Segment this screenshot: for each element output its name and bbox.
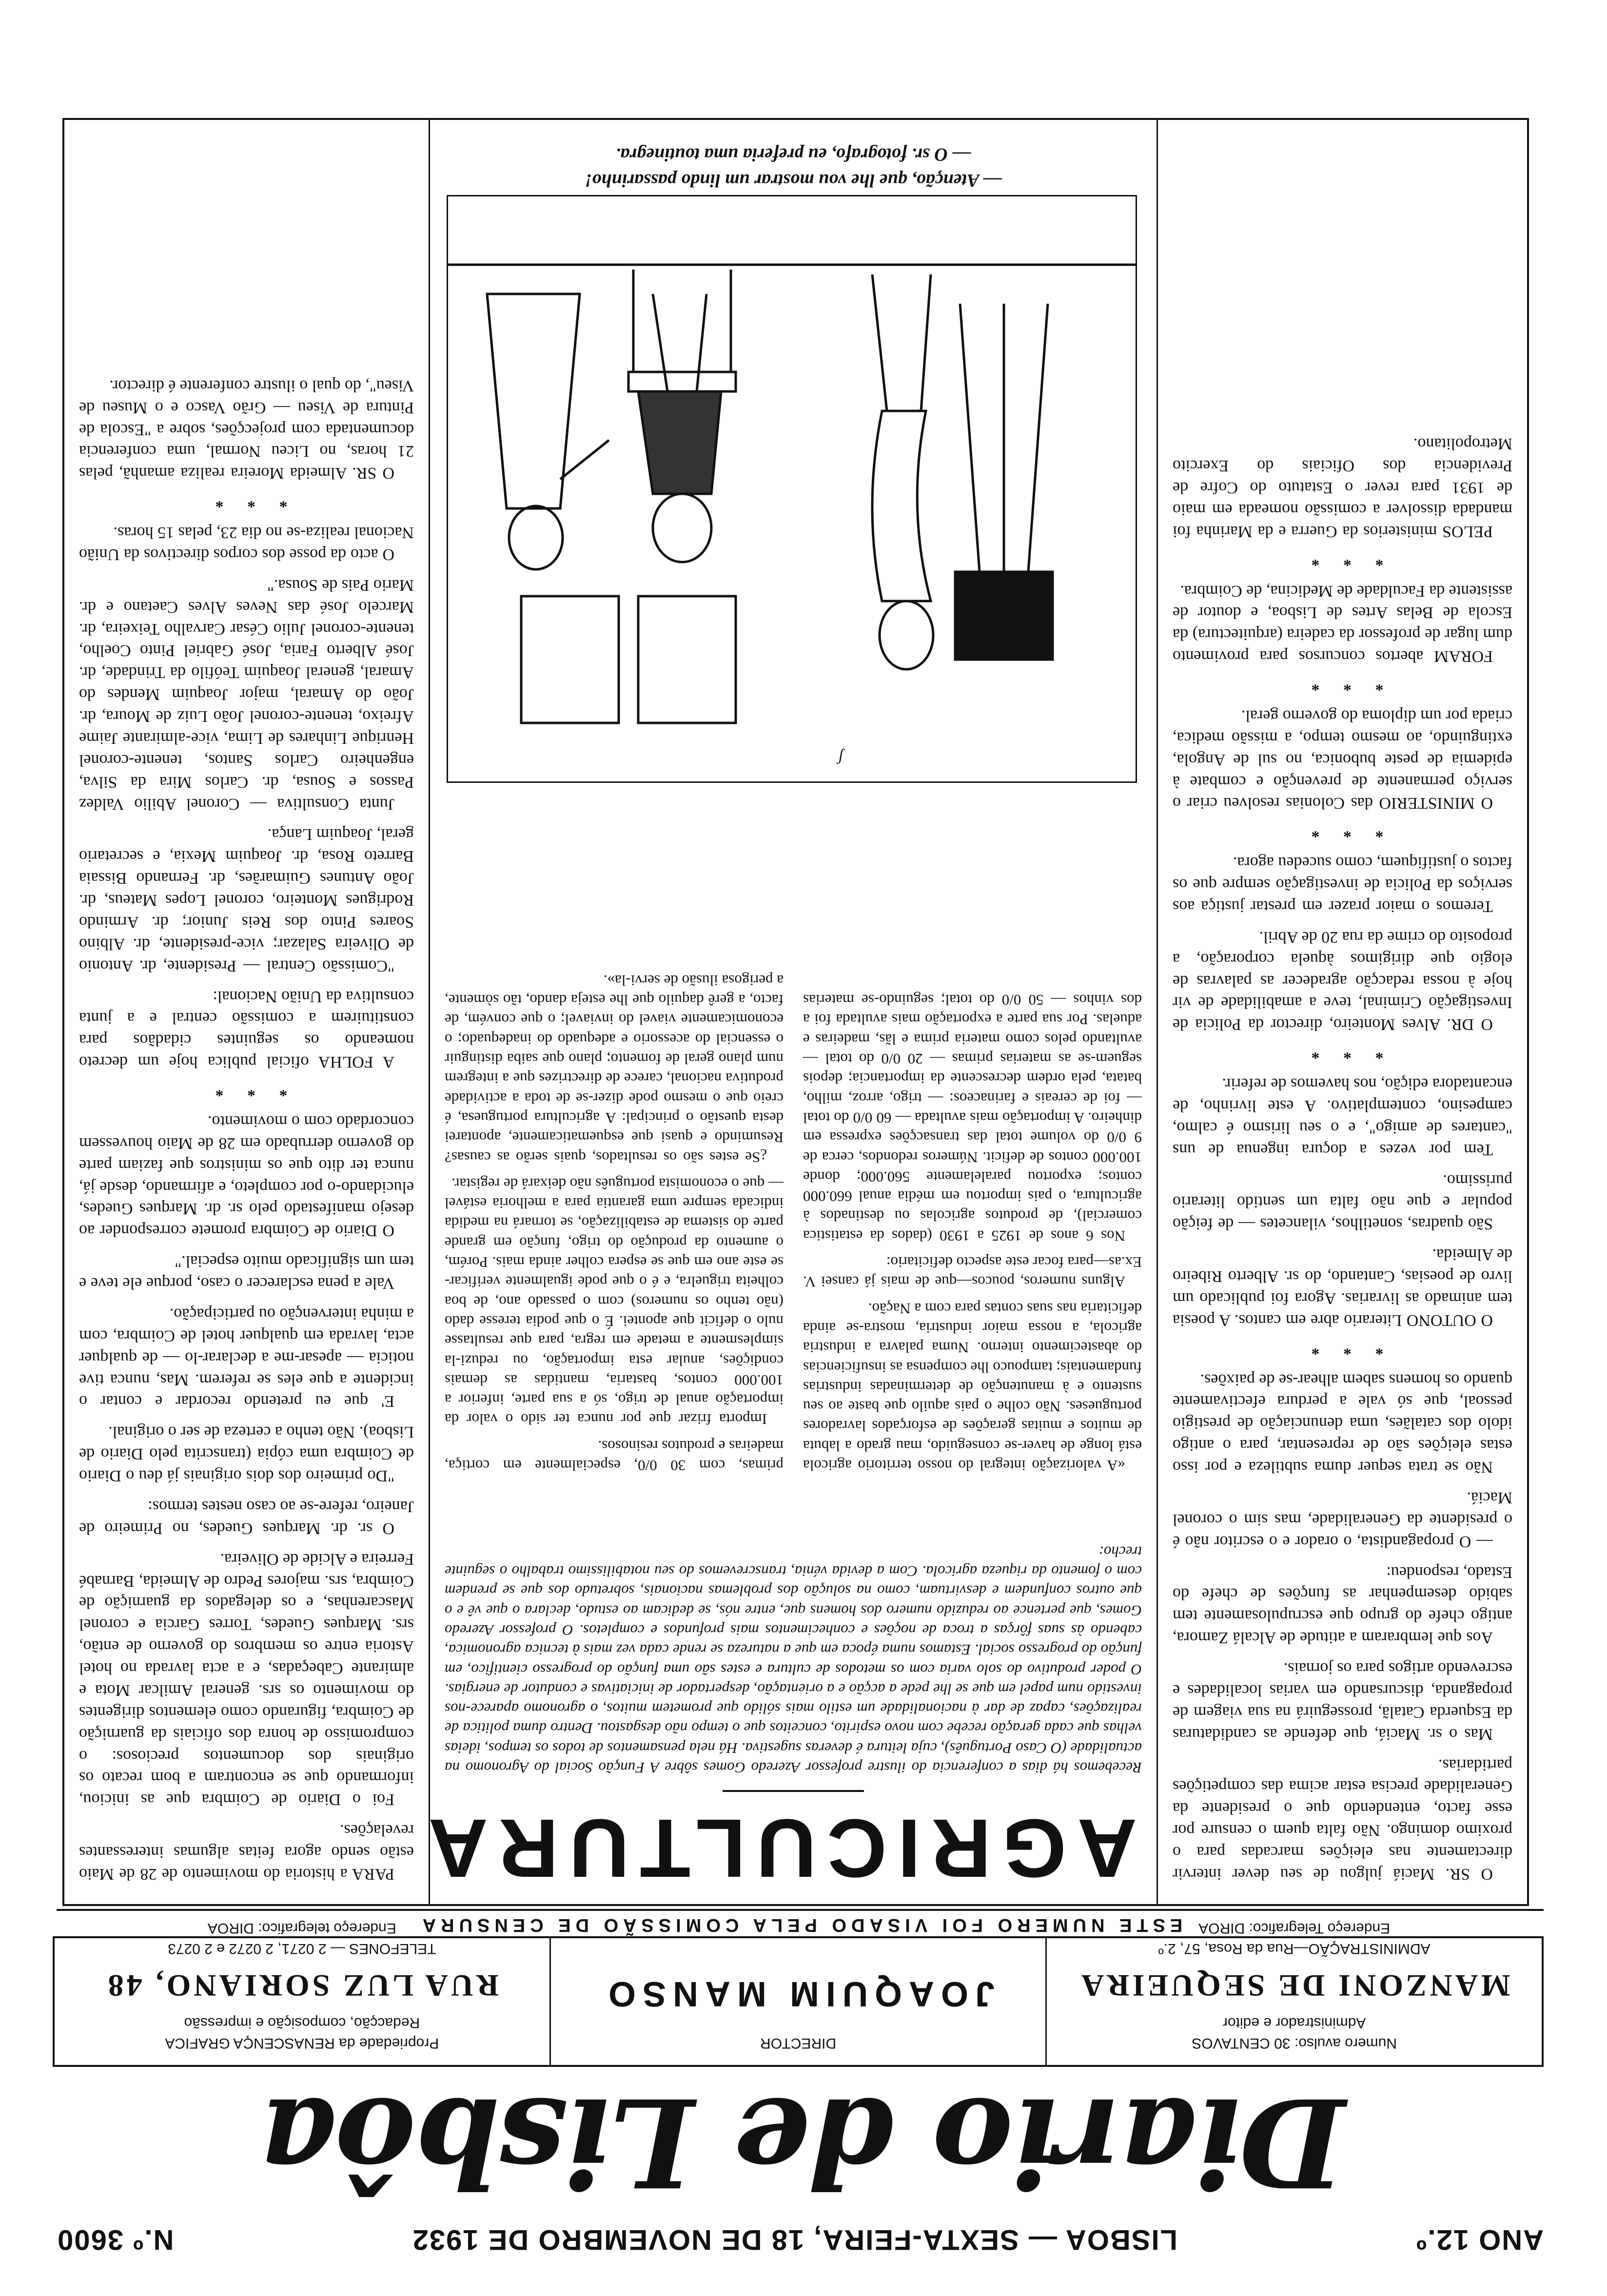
article-junta-consultiva: Junta Consultiva — Coronel Abilio Valdez Passos e Sousa, dr. Carlos Mira da Silva, engenheiro Carlos Santos, tenente-coronel Henrique Linhares de Lima, vice-almirante Jaime Afreixo, tenente-coronel João Luiz de Moura, dr. João do Amaral, major Joaquim Mendes do Amaral, general Joaquim Teófilo da Trindade, dr. José Alberto Faria, José Gabriel Pinto Coelho, tenente-coronel Julio César Carvalho Teixeira, dr. Marcelo José das Neves Alves Caetano e dr. Mario Pais de Sousa." — [79, 576, 414, 813]
article-outono: O OUTONO Literario abre em cantos. A poesia tem animado as livrarias. Agora foi publicado um livro de poesias, Cantando, do sr. Alberto Ribeiro de Almeida. — [1173, 1245, 1512, 1329]
director-label: DIRECTOR — [760, 2035, 837, 2051]
phones-line: TELEFONES — 2 0271, 2 0272 e 2 0273 — [168, 1941, 436, 1957]
article-28-maio-4: "Do primeiro dos dois originais já deu o Diario de Coimbra uma cópia (transcrita pelo Diario de Lisboa). Não tenho a certeza de ser o original. — [79, 1423, 414, 1485]
admin-telegraph: Endereço Telegrafico: DIROA — [1198, 1920, 1391, 1937]
info-director — [549, 1938, 1046, 2065]
article-macia-2: Mas o sr. Maciá, que defende as candidaturas da Esquerda Catalã, prosseguirá na sua viagem de propaganda, discursando em varias localidades e escrevendo artigos para os jornais. — [1173, 1659, 1512, 1743]
info-administration — [1045, 1920, 1542, 2065]
section-divider: * * * — [205, 1082, 288, 1100]
masthead-top — [57, 2218, 1544, 2262]
redaction-line: Redacção, composição e impressão — [184, 2015, 420, 2031]
article-macia-4: — O propagandista, o orador e o escritor não é o presidente da Generalidade, mas sim o coronel Maciá. — [1173, 1489, 1512, 1551]
article-alves-monteiro-2: Teremos o maior prazer em prestar justiça aos serviços da Policia de investigação sempre que os factos o justifiquem, como sucedeu agora. — [1173, 854, 1512, 915]
article-ministerios: PELOS ministerios da Guerra e da Marinha foi mandada dissolver a comissão nomeada em maio de 1931 para rever o Estatuto do Cofre de Previdencia dos Oficiais do Exercito Metropolitano. — [1173, 435, 1512, 541]
agricultura-section — [417, 120, 1156, 1904]
info-property — [55, 1920, 549, 2065]
agricultura-paragraph: Nos 6 anos de 1925 a 1930 (dados da estatistica comercial), de produtos agricolas ou destinados à agricultura, o pais importou em média anual 660.000 contos; exportou paralelamente 560.000; donde 100.000 contos de deficit. Números redondos, cerca de 9 0/0 do volume total das transacções expressa em dinheiro. A importação mais avultada — 60 0/0 do total — foi de cereais e farinaceos: — trigo, arroz, milho, batata, pela ordem decrescente da importancia; depois seguem-se as materias primas — 20 0/0 do total — avultando pelos como materia prima e lãs, madeiras e aduelas. Por sua parte a exportação mais avultada foi a dos vinhos — 50 0/0 do total; seguindo-se materias primas, com 30 0/0, especialmente em cortiça, madeiras e produtos resinosos. — [445, 992, 1142, 1474]
agricultura-paragraph: «A valorização integral do nosso territorio agricola está longe de haver-se conseguido, mau grado a labuta de muitos e muitas gerações de esforçados lavradores portugueses. Não colhe o pais aquilo que baste ao seu sustento e à manutenção de determinadas industrias fundamentais; tampouco lhe compensa as insuficiencias do abastecimento interno. Numa palavra a industria agricola, a nossa maior industria, mostra-se ainda deficitaria nas suas contas para com a Nação. — [803, 1300, 1142, 1474]
article-28-maio-3: O sr. dr. Marques Guedes, no Primeiro de Janeiro, refere-se ao caso nestes termos: — [79, 1498, 414, 1537]
article-colonias: O MINISTERIO das Colonias resolveu criar o serviço permanente de prevenção e combate à epidemia de peste bubonica, no sul de Angola, extinguindo, ao mesmo tempo, a missão medica, criada por um diploma do governo geral. — [1173, 707, 1512, 813]
censorship-notice: ESTE NUMERO FOI VISADO PELA COMISSÃO DE CENSURA — [57, 1909, 1544, 1935]
caption-line-1: — Atenção, que lhe vou mostrar um lindo passarinho! — [585, 170, 1002, 191]
caption-line-2: — O sr. fotografo, eu preferia uma toutinegra. — [615, 144, 971, 165]
property-line: Propriedade da RENASCENÇA GRAFICA — [165, 2035, 439, 2051]
article-folha-oficial: A FOLHA oficial publica hoje um decreto nomeando os seguintes cidadãos para constituirem a comissão central e a junta consultiva da União Nacional: — [79, 987, 414, 1071]
price-line: Numero avulso: 30 CENTAVOS — [1192, 2035, 1397, 2051]
article-almeida-moreira: O SR. Almeida Moreira realiza amanhã, pelas 21 horas, no Liceu Normal, uma conferencia documentada com projecções, sobre a "Escola de Pintura de Viseu — Grão Vasco e o Museu de Viseu", do qual o ilustre conferente é director. — [79, 376, 414, 483]
agricultura-body — [445, 827, 1142, 1475]
agricultura-paragraph: Alguns numeros, poucos—que de mais já cansei V. Ex.as—para focar este aspecto deficitario: — [803, 1254, 1142, 1291]
section-divider: * * * — [1301, 1340, 1384, 1358]
agricultura-paragraph: ¿Se estes são os resultados, quais serão as causas? Resumindo e quasi que esquematicamente, apontarei desta questão o principal: A agricultura portuguesa, é creio que o mesmo pode dizer-se de toda a actividade produtiva nacional, carece de directrizes que a integrem num plano geral de fomento; plano que saiba distinguir o essencial do acessorio e adequado do inadequado; o economicamente viavel do inviavel; o que convém, de facto, a gerê daquilo que lhe esteja dando, tão sòmente, a perigosa ilusão de servi-la». — [445, 972, 784, 1166]
section-divider: * * * — [1301, 1044, 1384, 1063]
article-28-maio-6: Vale a pena esclarecer o caso, porque ele teve e tem um significado muito especial." — [79, 1252, 414, 1293]
article-outono-2: São quadras, sonetilhos, vilancetes — de feição popular e que não falta um sentido literario purissimo. — [1173, 1171, 1512, 1233]
agricultura-intro: Recebemos há dias a conferencia do ilustre professor Azeredo Gomes sôbre A Função Social do Agronomo na actualidade (O Caso Português), cuja leitura é deveras sugestiva. Há nela pensamentos de todos os tempos, ideias velhas que cada geração recebe com novo espirito, conceitos que o tempo não desgastou. Dentro duma politica de realizações, capaz de dar à nacionalidade um estilo mais sólido que prometem muitos, o agronomo aparece-nos investido num papel em que se lhe pede a acção e a orientação, despertador de iniciativas e condutor de energias. O poder produtivo do solo varia com os metodos de cultura e estes são uma função do progresso cientifico, em função do progresso social. Estamos numa época em que a natureza se rende cada vez mais à tecnica agronomica, cabendo às suas fôrças a troca de noções e conhecimentos mais profundos e completos. O professor Azeredo Gomes, que pertence ao reduzido numero dos homens que, entre nós, se dedicam ao estudo, declara o que vê e o que outros confundem e desvirtuam, como na solução dos problemas nacionais, sobretudo dos que se prendem com o fomento da riqueza agricola. Com a devida vénia, transcrevemos do seu notabilissimo trabalho o seguinte trecho: — [445, 1543, 1142, 1776]
article-comissao-central: "Comissão Central — Presidente, dr. Antonio de Oliveira Salazar; vice-presidente, dr. Albino Soares Pinto dos Reis Junior; dr. Armindo Rodrigues Monteiro, coronel Lopes Mateus, dr. João Antunes Guimarães, dr. Fernando Bissaia Barreto Rosa, dr. Joaquim Mexia, e secretario geral, Joaquim Lança. — [79, 825, 414, 975]
cartoon-signature: ʃ — [838, 748, 843, 766]
agricultura-paragraph: Importa frizar que por nunca ter sido o valor da importação anual de trigo, só a sua parte, inferior a 100.000 contos, bastaria, mantidas as demais condições, anular esta importação, ou reduzi-la simplesmente a metade em regra, para que resultasse nulo o deficit que apontei. É o que podia teresse dado (não tenho os numeros) com o passado ano, de boa colheita triguelra, e é o que pode igualmente verificar-se este ano em que se espera colher ainda mais. Porém, o aumento da produção do trigo, função em grande parte do sistema de estabilização, se tornará na medida indicada sempre uma garantia para a melhoria estável — que o economista português não deixará de registar. — [445, 1175, 784, 1428]
article-28-maio-5: E' que eu pretendo recordar e contar o incidente a que eles se referem. Mas, nunca tive noticia — apesar-me a declarar-lo — de qualquer acta, lavrada em qualquer hotel de Coimbra, com a minha intervenção ou participação. — [79, 1305, 414, 1411]
cartoon-caption — [450, 135, 1137, 193]
section-divider: * * * — [1301, 823, 1384, 841]
newspaper-logo: Diario de Lisbôa — [259, 2071, 1346, 2214]
article-macia: O SR. Maciá julgou de seu dever intervir directamente nas eleições marcadas para o proximo domingo. Não falta quem o censure por esse facto, entendendo que o presidente da Generalidade precisa estar acima das competições partidarias. — [1173, 1755, 1512, 1883]
cartoon-illustration — [447, 195, 1137, 783]
property-address: RUA LUZ SORIANO, 48 — [105, 1968, 499, 2003]
content-frame — [62, 118, 1529, 1906]
section-divider: * * * — [205, 493, 288, 511]
article-alves-monteiro: O DR. Alves Monteiro, director da Policia de Investigação Criminal, teve a amabilidade de vir hoje à nossa redacção agradecer as palavras de elogio que dirigimos àquela corporação, a proposito do crime da rua 20 de Abril. — [1173, 928, 1512, 1034]
issue-number: N.º 3600 — [57, 2224, 174, 2256]
admin-name: MANZONI DE SEQUEIRA — [1078, 1968, 1510, 2003]
admin-editor-label: Administrador e editor — [1222, 2015, 1366, 2031]
article-outono-3: Tem por vezes a doçura ingenua de uns "cantares de amigo", e o seu lirismo é calmo, campesino, contemplativo. A este livrinho, de encantadora edição, nos havemos de referir. — [1173, 1075, 1512, 1159]
title-rule — [723, 1790, 864, 1792]
article-concursos: FORAM abertos concursos para provimento dum lugar de professor da cadeira (arquitectura) da Escola de Belas Artes de Lisboa, e doutor de assistente da Faculdade de Medicina, de Coimbra. — [1173, 582, 1512, 666]
dateline: LISBOA — SEXTA-FEIRA, 18 DE NOVEMBRO DE 1932 — [412, 2224, 1178, 2256]
left-column — [1156, 120, 1527, 1904]
property-telegraph: Endereço telegrafico: DIROA — [207, 1920, 396, 1937]
article-28-maio-2: Foi o Diario de Coimbra que as iniciou, informando que se encontram a bom recato os originais dos documentos preciosos: o compromisso de honra dos oficiais da guarnição de Coimbra, figurando como elementos dirigentes do movimento os srs. general Amilcar Mota e almirante Cabeçadas, e a acta lavrada no hotel Astoria entre os membros do governo de então, srs. Marques Guedes, Torres Garcia e coronel Mascarenhas, e os delegados da guarnição de Coimbra, srs. majores Pedro de Almeida, Barnabé Ferreira e Alcide de Oliveira. — [79, 1550, 414, 1809]
article-posse: O acto da posse dos corpos directivos da União Nacional realiza-se no dia 23, pelas 15 horas. — [79, 524, 414, 564]
agricultura-title: AGRICULTURA — [417, 1802, 1137, 1894]
section-divider: * * * — [1301, 676, 1384, 695]
article-28-maio: PARA a historia do movimento de 28 de Maio estão sendo agora feitas algumas interessantes revelações. — [79, 1821, 414, 1883]
article-28-maio-7: O Diario de Coimbra promete corresponder ao desejo manifestado pelo sr. dr. Marques Guedes, elucidando-o por completo, e afirmando, desde já, nunca ter dito que os ministros que faziam parte do governo derrubado em 28 de Maio houvessem concordado com o movimento. — [79, 1112, 414, 1240]
article-macia-3: Aos que lembraram a atitude de Alcalá Zamora, antigo chefe do grupo que escrupulosamente tem sabido desempenhar as funções de chefe do Estado, respondeu: — [1173, 1563, 1512, 1647]
section-divider: * * * — [1301, 551, 1384, 569]
article-macia-5: Não se trata sequer duma subtileza e por isso estas eleições são de representar, para o antigo idolo dos catalães, uma denunciação de prestigio pessoal, que só vale a perdura efectivamente quando os homens sabem alhear-se de paixões. — [1173, 1370, 1512, 1477]
admin-address: ADMINISTRAÇÃO—Rua da Rosa, 57, 2.º — [1158, 1941, 1431, 1957]
director-name: JOAQUIM MANSO — [601, 1974, 995, 2013]
year-label: ANO 12.º — [1415, 2224, 1544, 2256]
right-column — [64, 120, 430, 1904]
